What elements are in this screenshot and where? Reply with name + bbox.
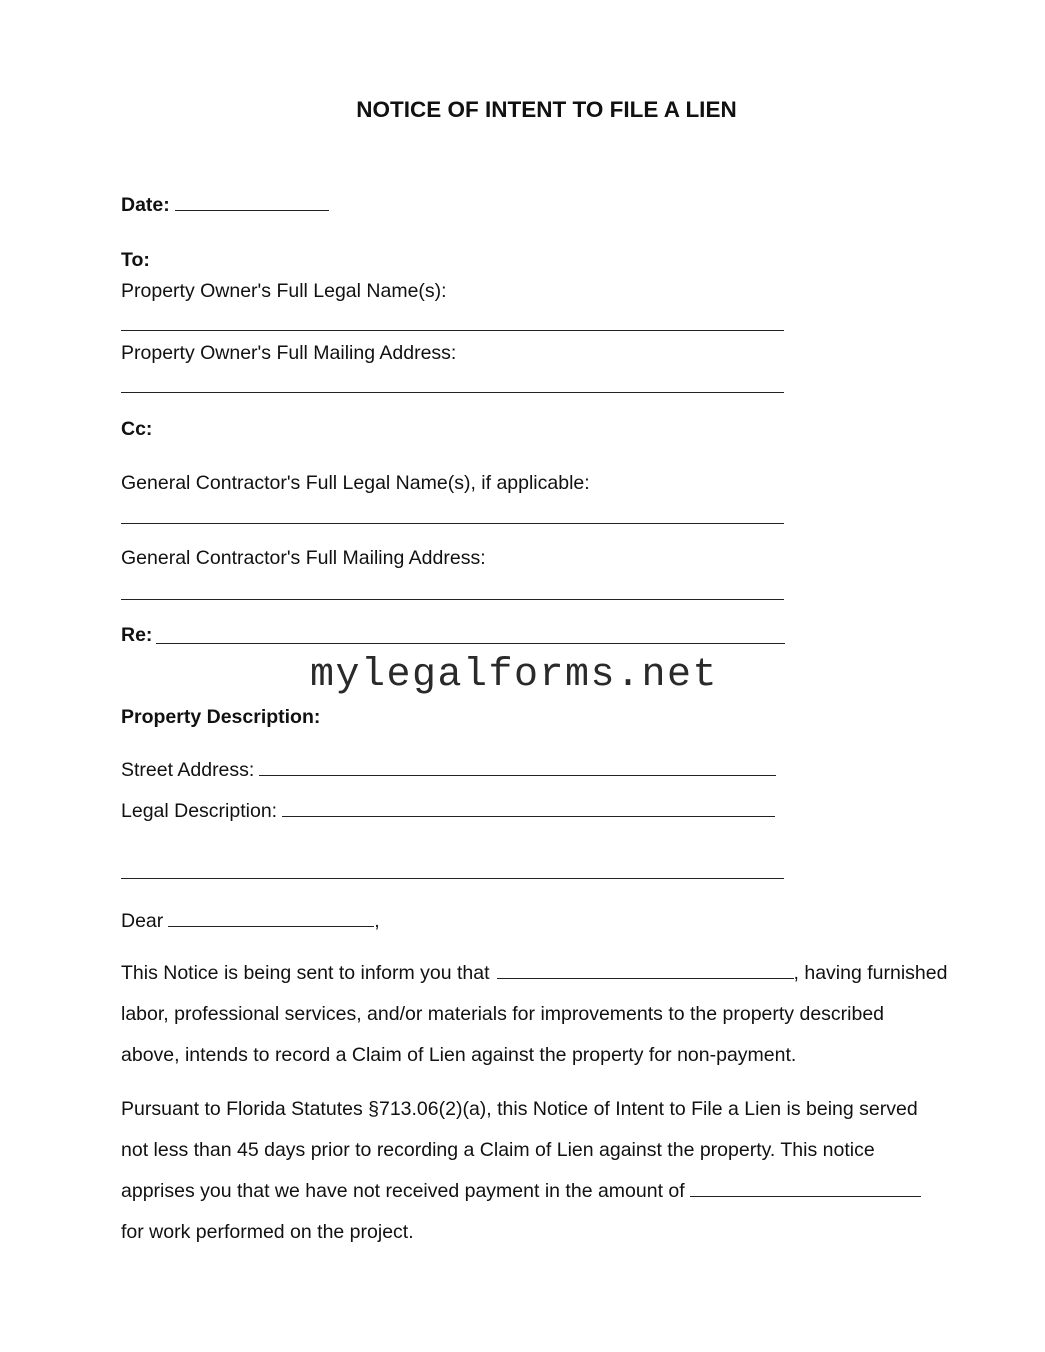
claimant-blank[interactable]: [497, 962, 794, 979]
owner-name-label: Property Owner's Full Legal Name(s):: [121, 280, 447, 302]
street-address-label: Street Address:: [121, 759, 255, 781]
date-label: Date:: [121, 194, 170, 216]
paragraph-1: [121, 953, 947, 1076]
paragraph-2-line-3: [121, 1171, 921, 1212]
document-title: NOTICE OF INTENT TO FILE A LIEN: [356, 97, 737, 122]
street-address-row: [121, 758, 776, 782]
paragraph-1-line-1-start: This Notice is being sent to inform you that: [121, 962, 490, 984]
amount-blank[interactable]: [690, 1180, 921, 1197]
gc-address-label: General Contractor's Full Mailing Address:: [121, 547, 486, 569]
owner-name-blank[interactable]: [121, 330, 784, 331]
owner-address-label: Property Owner's Full Mailing Address:: [121, 342, 457, 364]
property-description-label: Property Description:: [121, 706, 321, 728]
re-blank[interactable]: [156, 643, 785, 644]
legal-description-row: [121, 799, 775, 823]
paragraph-2: [121, 1089, 921, 1253]
dear-label: Dear: [121, 910, 164, 932]
paragraph-1-line-3: above, intends to record a Claim of Lien against the property for non-payment.: [121, 1044, 797, 1066]
legal-description-blank-2[interactable]: [121, 878, 784, 879]
date-blank[interactable]: [175, 194, 329, 211]
date-row: [121, 193, 329, 217]
watermark-text: mylegalforms.net: [310, 653, 719, 698]
paragraph-1-line-2: labor, professional services, and/or materials for improvements to the property described: [121, 1003, 885, 1025]
dear-comma: ,: [374, 910, 380, 932]
cc-label: Cc:: [121, 418, 153, 440]
gc-name-label: General Contractor's Full Legal Name(s), if applicable:: [121, 472, 590, 494]
paragraph-2-line-2: not less than 45 days prior to recording a Claim of Lien against the property. This notice: [121, 1139, 875, 1161]
paragraph-2-line-4: for work performed on the project.: [121, 1221, 414, 1243]
street-address-blank[interactable]: [259, 759, 776, 776]
legal-description-label: Legal Description:: [121, 800, 278, 822]
dear-row: [121, 909, 380, 933]
paragraph-2-line-1: Pursuant to Florida Statutes §713.06(2)(a), this Notice of Intent to File a Lien is being served: [121, 1098, 918, 1120]
paragraph-2-line-3-text: apprises you that we have not received payment in the amount of: [121, 1180, 685, 1202]
owner-address-blank[interactable]: [121, 392, 784, 393]
re-label: Re:: [121, 624, 153, 646]
gc-address-blank[interactable]: [121, 599, 784, 600]
paragraph-1-line-1: [121, 953, 947, 994]
gc-name-blank[interactable]: [121, 523, 784, 524]
to-label: To:: [121, 249, 150, 271]
dear-blank[interactable]: [168, 910, 374, 927]
legal-description-blank[interactable]: [282, 800, 775, 817]
paragraph-1-line-1-end: , having furnished: [793, 962, 948, 984]
